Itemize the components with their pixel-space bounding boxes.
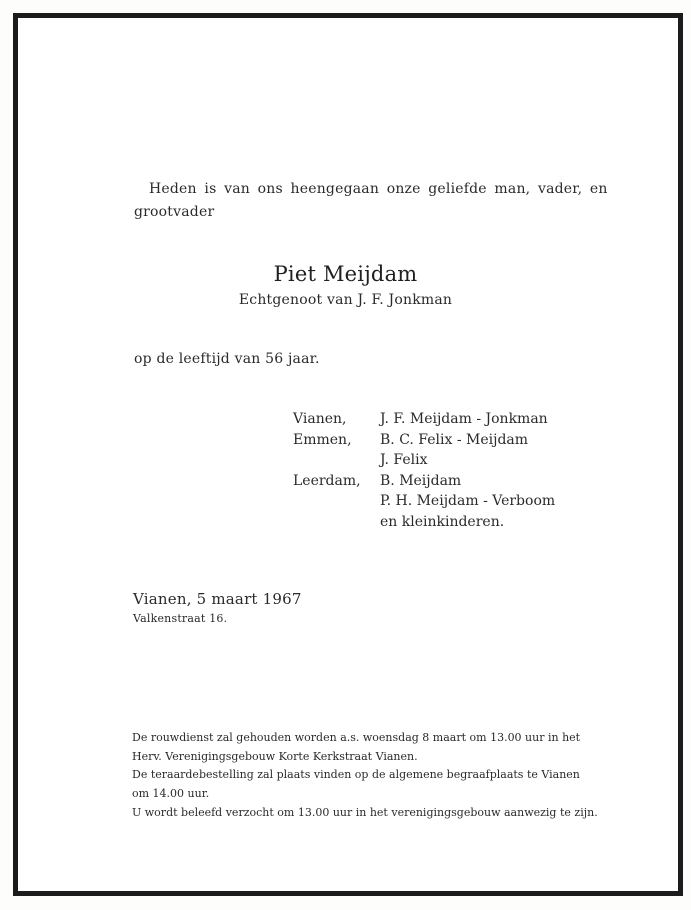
- note-line: De teraardebestelling zal plaats vinden op de algemene begraafplaats te Vianen: [132, 768, 580, 782]
- intro-line-1: Heden is van ons heengegaan onze geliefde man, vader, en: [149, 181, 608, 197]
- family-place: Leerdam,: [293, 472, 361, 489]
- family-place: Vianen,: [293, 411, 347, 427]
- family-name: J. F. Meijdam - Jonkman: [380, 411, 548, 427]
- note-line: De rouwdienst zal gehouden worden a.s. woensdag 8 maart om 13.00 uur in het: [132, 731, 581, 744]
- intro-line-2: grootvader: [134, 204, 215, 220]
- family-place: Emmen,: [293, 431, 352, 448]
- family-name: P. H. Meijdam - Verboom: [380, 493, 556, 509]
- deceased-name: Piet Meijdam: [273, 262, 418, 286]
- family-name: B. C. Felix - Meijdam: [380, 431, 529, 448]
- service-notes: [132, 729, 598, 823]
- note-line: om 14.00 uur.: [132, 787, 210, 801]
- note-line: U wordt beleefd verzocht om 13.00 uur in het verenigingsgebouw aanwezig te zijn.: [132, 805, 598, 819]
- family-name: J. Felix: [380, 452, 428, 468]
- spouse-line: Echtgenoot van J. F. Jonkman: [238, 292, 453, 308]
- family-name: en kleinkinderen.: [380, 513, 505, 530]
- address: Valkenstraat 16.: [133, 612, 228, 625]
- note-line: Herv. Verenigingsgebouw Korte Kerkstraat Vianen.: [132, 749, 418, 763]
- age-line: op de leeftijd van 56 jaar.: [134, 351, 320, 367]
- family-name: B. Meijdam: [380, 472, 462, 489]
- dateline: Vianen, 5 maart 1967: [133, 590, 302, 608]
